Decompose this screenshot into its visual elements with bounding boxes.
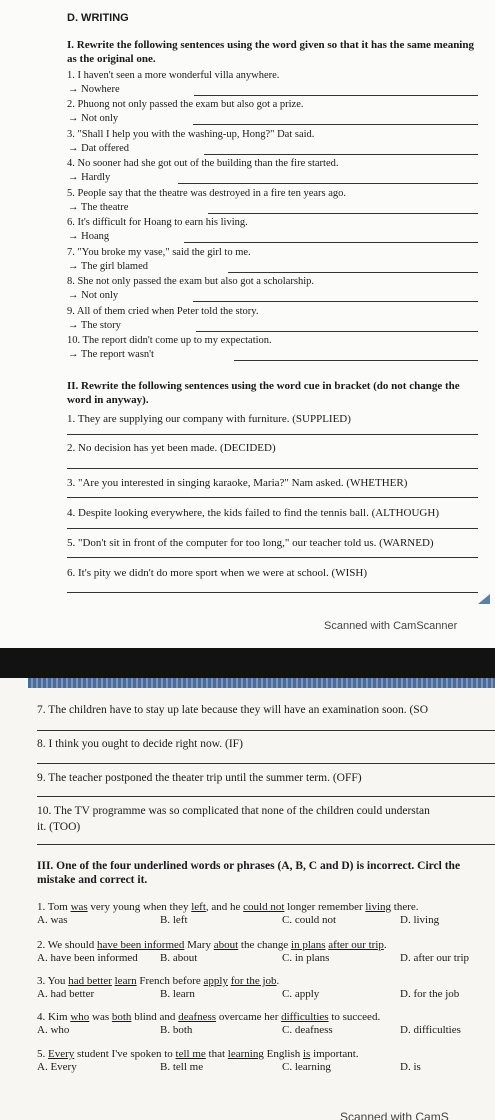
mc-question bbox=[37, 901, 419, 913]
answer-line[interactable] bbox=[67, 434, 478, 435]
question-segment: there. bbox=[391, 901, 419, 913]
underlined-option[interactable]: tell me bbox=[175, 1048, 206, 1060]
part2-instruction: II. Rewrite the following sentences using the word cue in bracket (do not change the word in anyway). bbox=[67, 380, 460, 406]
answer-option[interactable]: D. after our trip bbox=[400, 952, 470, 964]
answer-option[interactable]: D. difficulties bbox=[400, 1024, 461, 1036]
answer-prompt: → Not only bbox=[68, 290, 119, 301]
answer-prompt: → Not only bbox=[68, 113, 119, 124]
question-segment: very young when they bbox=[87, 901, 192, 913]
answer-line[interactable] bbox=[184, 242, 478, 243]
answer-option[interactable]: A. Every bbox=[37, 1061, 77, 1073]
question-text: 7. The children have to stay up late because they will have an examination soon. (SO bbox=[37, 704, 428, 716]
answer-line[interactable] bbox=[178, 183, 478, 184]
answer-line[interactable] bbox=[196, 331, 478, 332]
question-segment: 5. bbox=[37, 1048, 48, 1060]
answer-option[interactable]: B. both bbox=[160, 1024, 193, 1036]
answer-option[interactable]: C. apply bbox=[282, 988, 320, 1000]
underlined-option[interactable]: is bbox=[302, 1048, 311, 1060]
question-text: 9. The teacher postponed the theater trip until the summer term. (OFF) bbox=[37, 772, 362, 784]
question-segment: 3. You bbox=[37, 975, 69, 987]
scanner-footer: Scanned with CamScanner bbox=[324, 620, 458, 632]
answer-line[interactable] bbox=[37, 844, 495, 845]
question-text: it. (TOO) bbox=[37, 821, 81, 833]
answer-line[interactable] bbox=[67, 557, 478, 558]
page-two bbox=[0, 678, 495, 1120]
answer-prompt: → The theatre bbox=[68, 202, 129, 213]
underlined-option[interactable]: after our trip bbox=[328, 939, 384, 951]
answer-line[interactable] bbox=[67, 497, 478, 498]
question-segment: the change bbox=[238, 939, 292, 951]
question-segment: , and he bbox=[205, 901, 244, 913]
scanner-footer-2: Scanned with CamS bbox=[340, 1110, 449, 1120]
question-text: 5. "Don't sit in front of the computer for too long," our teacher told us. (WARNED) bbox=[67, 537, 434, 549]
torn-edge-strip bbox=[28, 678, 495, 688]
underlined-option[interactable]: had better bbox=[68, 975, 112, 987]
answer-option[interactable]: A. had better bbox=[37, 988, 95, 1000]
question-segment: student I've spoken to bbox=[74, 1048, 176, 1060]
question-text: 8. I think you ought to decide right now. (IF) bbox=[37, 738, 243, 750]
question-segment: blind and bbox=[131, 1011, 179, 1023]
answer-prompt: → Hoang bbox=[68, 231, 110, 242]
question-text: 4. Despite looking everywhere, the kids failed to find the tennis ball. (ALTHOUGH) bbox=[67, 507, 439, 519]
answer-option[interactable]: C. could not bbox=[282, 914, 337, 926]
answer-option[interactable]: C. deafness bbox=[282, 1024, 333, 1036]
question-text: 5. People say that the theatre was destroyed in a fire ten years ago. bbox=[67, 188, 347, 199]
question-text: 4. No sooner had she got out of the building than the fire started. bbox=[67, 158, 339, 169]
underlined-option[interactable]: in plans bbox=[291, 939, 326, 951]
answer-line[interactable] bbox=[193, 124, 478, 125]
underlined-option[interactable]: apply bbox=[203, 975, 228, 987]
underlined-option[interactable]: Every bbox=[48, 1048, 75, 1060]
answer-line[interactable] bbox=[208, 213, 478, 214]
underlined-option[interactable]: both bbox=[111, 1011, 132, 1023]
part1-instruction: I. Rewrite the following sentences using the word given so that it has the same meaning as the original one. bbox=[67, 39, 474, 65]
question-text: 2. Phuong not only passed the exam but also got a prize. bbox=[67, 99, 304, 110]
answer-line[interactable] bbox=[194, 95, 478, 96]
question-segment: French before bbox=[136, 975, 204, 987]
underlined-option[interactable]: learning bbox=[227, 1048, 264, 1060]
question-segment: 1. Tom bbox=[37, 901, 71, 913]
answer-prompt: → The story bbox=[68, 320, 121, 331]
question-text: 7. "You broke my vase," said the girl to me. bbox=[67, 247, 251, 258]
answer-line[interactable] bbox=[67, 528, 478, 529]
answer-option[interactable]: D. is bbox=[400, 1061, 421, 1073]
mc-question bbox=[37, 1048, 359, 1060]
question-segment: . bbox=[276, 975, 280, 987]
question-segment: important. bbox=[310, 1048, 359, 1060]
question-segment: English bbox=[263, 1048, 303, 1060]
answer-line[interactable] bbox=[204, 154, 478, 155]
answer-prompt: → Hardly bbox=[68, 172, 111, 183]
page-gap bbox=[0, 648, 495, 678]
answer-prompt: → Dat offered bbox=[68, 143, 130, 154]
question-text: 6. It's pity we didn't do more sport when we were at school. (WISH) bbox=[67, 567, 367, 579]
question-text: 2. No decision has yet been made. (DECIDED) bbox=[67, 442, 276, 454]
underlined-option[interactable]: difficulties bbox=[281, 1011, 329, 1023]
underlined-option[interactable]: left bbox=[191, 901, 206, 913]
answer-line[interactable] bbox=[37, 763, 495, 764]
answer-option[interactable]: B. tell me bbox=[160, 1061, 204, 1073]
answer-line[interactable] bbox=[228, 272, 478, 273]
question-segment: was bbox=[89, 1011, 112, 1023]
mc-question bbox=[37, 975, 279, 987]
underlined-option[interactable]: deafness bbox=[178, 1011, 217, 1023]
question-segment: 2. We should bbox=[37, 939, 98, 951]
answer-option[interactable]: C. learning bbox=[282, 1061, 331, 1073]
question-segment: Mary bbox=[184, 939, 214, 951]
answer-prompt: → Nowhere bbox=[68, 84, 120, 95]
underlined-option[interactable]: was bbox=[70, 901, 88, 913]
part3-instruction: III. One of the four underlined words or phrases (A, B, C and D) is incorrect. Circl the mistake and correct it. bbox=[37, 860, 461, 886]
answer-line[interactable] bbox=[37, 730, 495, 731]
underlined-option[interactable]: living bbox=[365, 901, 392, 913]
answer-option[interactable]: D. for the job bbox=[400, 988, 460, 1000]
answer-line[interactable] bbox=[67, 468, 478, 469]
answer-prompt: → The report wasn't bbox=[68, 349, 154, 360]
question-text: 1. They are supplying our company with furniture. (SUPPLIED) bbox=[67, 413, 351, 425]
answer-option[interactable]: B. about bbox=[160, 952, 198, 964]
question-segment: overcame her bbox=[216, 1011, 282, 1023]
question-segment: 4. Kim bbox=[37, 1011, 71, 1023]
underlined-option[interactable]: who bbox=[70, 1011, 90, 1023]
question-text: 10. The TV programme was so complicated that none of the children could understan bbox=[37, 805, 430, 817]
mc-question bbox=[37, 939, 387, 951]
answer-line[interactable] bbox=[193, 301, 478, 302]
underlined-option[interactable]: could not bbox=[243, 901, 285, 913]
answer-option[interactable]: A. have been informed bbox=[37, 952, 138, 964]
page-curl-mark bbox=[478, 594, 490, 604]
answer-option[interactable]: D. living bbox=[400, 914, 440, 926]
question-text: 1. I haven't seen a more wonderful villa anywhere. bbox=[67, 70, 280, 81]
question-segment: longer remember bbox=[284, 901, 366, 913]
question-text: 3. "Shall I help you with the washing-up, Hong?" Dat said. bbox=[67, 129, 315, 140]
question-segment: . bbox=[383, 939, 387, 951]
underlined-option[interactable]: about bbox=[213, 939, 239, 951]
answer-option[interactable]: A. was bbox=[37, 914, 68, 926]
section-title: D. WRITING bbox=[67, 12, 129, 24]
answer-option[interactable]: C. in plans bbox=[282, 952, 330, 964]
answer-line[interactable] bbox=[234, 360, 478, 361]
answer-option[interactable]: B. left bbox=[160, 914, 188, 926]
answer-line[interactable] bbox=[37, 796, 495, 797]
question-segment: that bbox=[205, 1048, 228, 1060]
question-text: 8. She not only passed the exam but also got a scholarship. bbox=[67, 276, 315, 287]
question-text: 3. "Are you interested in singing karaoke, Maria?" Nam asked. (WHETHER) bbox=[67, 477, 408, 489]
answer-prompt: → The girl blamed bbox=[68, 261, 148, 272]
underlined-option[interactable]: have been informed bbox=[97, 939, 185, 951]
underlined-option[interactable]: learn bbox=[114, 975, 137, 987]
answer-line[interactable] bbox=[67, 592, 478, 593]
answer-option[interactable]: B. learn bbox=[160, 988, 195, 1000]
question-segment: to succeed. bbox=[328, 1011, 381, 1023]
question-text: 10. The report didn't come up to my expectation. bbox=[67, 335, 272, 346]
answer-option[interactable]: A. who bbox=[37, 1024, 70, 1036]
question-text: 9. All of them cried when Peter told the story. bbox=[67, 306, 259, 317]
mc-question bbox=[37, 1011, 380, 1023]
question-text: 6. It's difficult for Hoang to earn his living. bbox=[67, 217, 248, 228]
underlined-option[interactable]: for the job bbox=[230, 975, 277, 987]
